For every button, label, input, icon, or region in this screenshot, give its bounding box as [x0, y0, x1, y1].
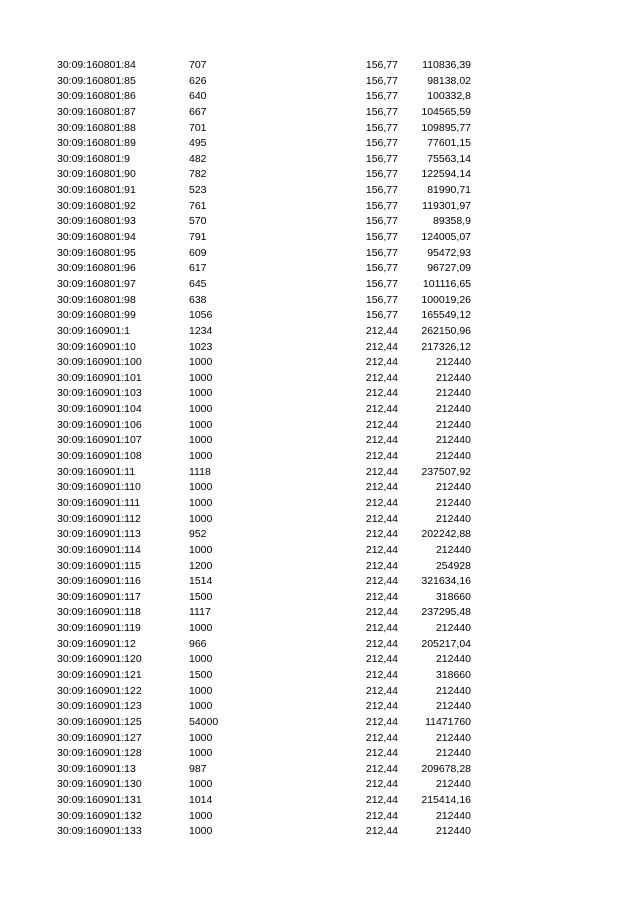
price-cell: 156,77	[365, 262, 398, 275]
total-cell: 212440	[435, 418, 471, 431]
cadastral-number-cell: 30:09:160901:107	[57, 434, 142, 447]
table-row	[0, 559, 640, 575]
cadastral-number-cell: 30:09:160901:10	[57, 340, 136, 353]
total-cell: 122594,14	[421, 168, 471, 181]
price-cell: 212,44	[365, 418, 398, 431]
table-row	[0, 324, 640, 340]
total-cell: 212440	[435, 371, 471, 384]
table-row	[0, 167, 640, 183]
price-cell: 212,44	[365, 387, 398, 400]
total-cell: 109895,77	[421, 121, 471, 134]
table-row	[0, 183, 640, 199]
table-row	[0, 605, 640, 621]
quantity-cell: 1056	[189, 309, 213, 322]
price-cell: 212,44	[365, 637, 398, 650]
quantity-cell: 1000	[189, 731, 213, 744]
quantity-cell: 1000	[189, 622, 213, 635]
total-cell: 212440	[435, 403, 471, 416]
table-row	[0, 121, 640, 137]
total-cell: 262150,96	[421, 324, 471, 337]
cadastral-number-cell: 30:09:160801:92	[57, 199, 136, 212]
cadastral-number-cell: 30:09:160801:88	[57, 121, 136, 134]
quantity-cell: 609	[189, 246, 207, 259]
price-cell: 212,44	[365, 590, 398, 603]
price-cell: 212,44	[365, 559, 398, 572]
price-cell: 156,77	[365, 168, 398, 181]
cadastral-number-cell: 30:09:160901:13	[57, 762, 136, 775]
table-row	[0, 261, 640, 277]
price-cell: 212,44	[365, 324, 398, 337]
cadastral-number-cell: 30:09:160901:122	[57, 684, 142, 697]
total-cell: 318660	[435, 590, 471, 603]
table-row	[0, 74, 640, 90]
price-cell: 212,44	[365, 606, 398, 619]
table-row	[0, 136, 640, 152]
cadastral-number-cell: 30:09:160801:91	[57, 184, 136, 197]
cadastral-number-cell: 30:09:160901:101	[57, 371, 142, 384]
price-cell: 156,77	[365, 293, 398, 306]
total-cell: 81990,71	[427, 184, 471, 197]
quantity-cell: 791	[189, 231, 207, 244]
table-row	[0, 386, 640, 402]
quantity-cell: 617	[189, 262, 207, 275]
quantity-cell: 1014	[189, 794, 213, 807]
table-row	[0, 402, 640, 418]
table-row	[0, 58, 640, 74]
total-cell: 212440	[435, 512, 471, 525]
cadastral-number-cell: 30:09:160901:116	[57, 575, 141, 588]
price-cell: 212,44	[365, 668, 398, 681]
total-cell: 89358,9	[433, 215, 471, 228]
quantity-cell: 645	[189, 277, 207, 290]
price-cell: 156,77	[365, 59, 398, 71]
cadastral-number-cell: 30:09:160801:89	[57, 137, 136, 150]
cadastral-number-cell: 30:09:160901:114	[57, 543, 141, 556]
table-row	[0, 621, 640, 637]
quantity-cell: 1514	[189, 575, 213, 588]
quantity-cell: 1000	[189, 809, 213, 822]
cadastral-number-cell: 30:09:160901:118	[57, 606, 141, 619]
quantity-cell: 1500	[189, 590, 213, 603]
price-cell: 212,44	[365, 653, 398, 666]
cadastral-number-cell: 30:09:160801:86	[57, 90, 136, 103]
cadastral-number-cell: 30:09:160901:104	[57, 403, 142, 416]
cadastral-number-cell: 30:09:160901:100	[57, 356, 142, 369]
cadastral-number-cell: 30:09:160801:9	[57, 152, 130, 165]
cadastral-number-cell: 30:09:160901:130	[57, 778, 142, 791]
cadastral-number-cell: 30:09:160901:120	[57, 653, 142, 666]
total-cell: 98138,02	[427, 74, 471, 87]
cadastral-number-cell: 30:09:160901:131	[57, 794, 142, 807]
quantity-cell: 667	[189, 105, 207, 118]
quantity-cell: 1118	[189, 465, 211, 478]
cadastral-number-cell: 30:09:160901:1	[57, 324, 130, 337]
total-cell: 212440	[435, 481, 471, 494]
price-cell: 212,44	[365, 825, 398, 838]
cadastral-number-cell: 30:09:160901:106	[57, 418, 142, 431]
price-cell: 212,44	[365, 496, 398, 509]
total-cell: 215414,16	[421, 794, 471, 807]
price-cell: 156,77	[365, 90, 398, 103]
total-cell: 212440	[435, 450, 471, 463]
table-row	[0, 824, 640, 840]
quantity-cell: 1234	[189, 324, 213, 337]
table-row	[0, 89, 640, 105]
quantity-cell: 1000	[189, 450, 213, 463]
quantity-cell: 952	[189, 528, 207, 541]
price-cell: 212,44	[365, 340, 398, 353]
price-cell: 212,44	[365, 684, 398, 697]
quantity-cell: 1023	[189, 340, 213, 353]
table-row	[0, 652, 640, 668]
cadastral-number-cell: 30:09:160901:103	[57, 387, 142, 400]
quantity-cell: 1000	[189, 371, 213, 384]
table-row	[0, 246, 640, 262]
cadastral-number-cell: 30:09:160801:97	[57, 277, 136, 290]
quantity-cell: 1500	[189, 668, 213, 681]
price-cell: 212,44	[365, 794, 398, 807]
quantity-cell: 1000	[189, 700, 213, 713]
table-row	[0, 793, 640, 809]
table-row	[0, 152, 640, 168]
price-cell: 212,44	[365, 528, 398, 541]
total-cell: 205217,04	[421, 637, 471, 650]
quantity-cell: 482	[189, 152, 207, 165]
price-cell: 212,44	[365, 747, 398, 760]
total-cell: 321634,16	[421, 575, 471, 588]
total-cell: 212440	[435, 747, 471, 760]
table-row	[0, 777, 640, 793]
total-cell: 95472,93	[427, 246, 471, 259]
quantity-cell: 701	[189, 121, 207, 134]
table-row	[0, 746, 640, 762]
cadastral-number-cell: 30:09:160901:111	[57, 496, 141, 509]
price-cell: 212,44	[365, 731, 398, 744]
cadastral-number-cell: 30:09:160901:112	[57, 512, 141, 525]
quantity-cell: 1000	[189, 747, 213, 760]
quantity-cell: 1000	[189, 434, 213, 447]
total-cell: 212440	[435, 825, 471, 838]
quantity-cell: 1000	[189, 825, 213, 838]
cadastral-number-cell: 30:09:160801:93	[57, 215, 136, 228]
cadastral-number-cell: 30:09:160801:96	[57, 262, 136, 275]
total-cell: 165549,12	[421, 309, 471, 322]
cadastral-number-cell: 30:09:160801:84	[57, 59, 136, 71]
total-cell: 254928	[435, 559, 471, 572]
table-row	[0, 574, 640, 590]
quantity-cell: 638	[189, 293, 207, 306]
price-cell: 156,77	[365, 121, 398, 134]
quantity-cell: 987	[189, 762, 207, 775]
table-row	[0, 308, 640, 324]
total-cell: 212440	[435, 543, 471, 556]
price-cell: 212,44	[365, 809, 398, 822]
price-cell: 212,44	[365, 371, 398, 384]
cadastral-number-cell: 30:09:160901:113	[57, 528, 141, 541]
price-cell: 212,44	[365, 700, 398, 713]
price-cell: 156,77	[365, 105, 398, 118]
cadastral-number-cell: 30:09:160901:133	[57, 825, 142, 838]
table-row	[0, 684, 640, 700]
quantity-cell: 707	[189, 59, 207, 71]
total-cell: 110836,39	[422, 59, 471, 71]
cadastral-number-cell: 30:09:160901:121	[57, 668, 142, 681]
table-row	[0, 762, 640, 778]
table-row	[0, 433, 640, 449]
quantity-cell: 1000	[189, 481, 213, 494]
table-row	[0, 293, 640, 309]
table-row	[0, 731, 640, 747]
table-row	[0, 668, 640, 684]
table-row	[0, 214, 640, 230]
total-cell: 212440	[435, 684, 471, 697]
total-cell: 11471760	[425, 715, 471, 728]
quantity-cell: 966	[189, 637, 207, 650]
total-cell: 212440	[435, 622, 471, 635]
price-cell: 212,44	[365, 481, 398, 494]
quantity-cell: 523	[189, 184, 207, 197]
total-cell: 104565,59	[421, 105, 471, 118]
total-cell: 100019,26	[421, 293, 471, 306]
price-cell: 212,44	[365, 762, 398, 775]
cadastral-number-cell: 30:09:160901:123	[57, 700, 142, 713]
cadastral-number-cell: 30:09:160901:115	[57, 559, 141, 572]
cadastral-number-cell: 30:09:160901:12	[57, 637, 136, 650]
table-row	[0, 340, 640, 356]
cadastral-number-cell: 30:09:160801:95	[57, 246, 136, 259]
cadastral-number-cell: 30:09:160901:117	[57, 590, 141, 603]
cadastral-number-cell: 30:09:160801:87	[57, 105, 136, 118]
table-row	[0, 355, 640, 371]
quantity-cell: 626	[189, 74, 207, 87]
table-row	[0, 105, 640, 121]
total-cell: 119301,97	[422, 199, 471, 212]
quantity-cell: 1000	[189, 496, 213, 509]
price-cell: 156,77	[365, 74, 398, 87]
cadastral-number-cell: 30:09:160801:99	[57, 309, 136, 322]
price-cell: 212,44	[365, 715, 398, 728]
table-row	[0, 637, 640, 653]
quantity-cell: 1117	[189, 606, 211, 619]
price-cell: 156,77	[365, 184, 398, 197]
price-cell: 212,44	[365, 543, 398, 556]
price-cell: 212,44	[365, 450, 398, 463]
quantity-cell: 1000	[189, 684, 213, 697]
price-cell: 212,44	[365, 575, 398, 588]
table-row	[0, 543, 640, 559]
quantity-cell: 1000	[189, 387, 213, 400]
table-row	[0, 418, 640, 434]
total-cell: 75563,14	[427, 152, 471, 165]
table-row	[0, 809, 640, 825]
quantity-cell: 761	[189, 199, 207, 212]
table-row	[0, 449, 640, 465]
price-cell: 156,77	[365, 137, 398, 150]
price-cell: 212,44	[365, 512, 398, 525]
total-cell: 237295,48	[421, 606, 471, 619]
total-cell: 318660	[435, 668, 471, 681]
total-cell: 101116,65	[422, 277, 471, 290]
table-row	[0, 512, 640, 528]
table-row	[0, 496, 640, 512]
quantity-cell: 1000	[189, 403, 213, 416]
price-cell: 156,77	[365, 246, 398, 259]
cadastral-number-cell: 30:09:160801:98	[57, 293, 136, 306]
table-row	[0, 527, 640, 543]
total-cell: 212440	[435, 731, 471, 744]
table-row	[0, 230, 640, 246]
quantity-cell: 1000	[189, 512, 213, 525]
price-cell: 156,77	[365, 277, 398, 290]
cadastral-number-cell: 30:09:160901:108	[57, 450, 142, 463]
total-cell: 124005,07	[421, 231, 471, 244]
price-cell: 212,44	[365, 434, 398, 447]
total-cell: 217326,12	[421, 340, 471, 353]
cadastral-number-cell: 30:09:160801:90	[57, 168, 136, 181]
total-cell: 212440	[435, 653, 471, 666]
quantity-cell: 1000	[189, 418, 213, 431]
table-row	[0, 277, 640, 293]
table-row	[0, 699, 640, 715]
table-row	[0, 465, 640, 481]
cadastral-number-cell: 30:09:160901:110	[57, 481, 141, 494]
quantity-cell: 1000	[189, 543, 213, 556]
cadastral-number-cell: 30:09:160901:11	[57, 465, 136, 478]
total-cell: 212440	[435, 387, 471, 400]
price-cell: 212,44	[365, 403, 398, 416]
total-cell: 96727,09	[427, 262, 471, 275]
price-cell: 156,77	[365, 199, 398, 212]
quantity-cell: 1200	[189, 559, 213, 572]
quantity-cell: 782	[189, 168, 207, 181]
price-cell: 212,44	[365, 465, 398, 478]
table-row	[0, 590, 640, 606]
cadastral-number-cell: 30:09:160901:132	[57, 809, 142, 822]
total-cell: 212440	[435, 778, 471, 791]
cadastral-number-cell: 30:09:160901:127	[57, 731, 142, 744]
price-cell: 156,77	[365, 215, 398, 228]
table-row	[0, 371, 640, 387]
price-cell: 212,44	[365, 778, 398, 791]
total-cell: 212440	[435, 356, 471, 369]
quantity-cell: 495	[189, 137, 207, 150]
total-cell: 237507,92	[421, 465, 471, 478]
total-cell: 212440	[435, 496, 471, 509]
cadastral-number-cell: 30:09:160901:119	[57, 622, 141, 635]
cadastral-number-cell: 30:09:160801:85	[57, 74, 136, 87]
table-row	[0, 480, 640, 496]
price-cell: 212,44	[365, 356, 398, 369]
quantity-cell: 640	[189, 90, 207, 103]
total-cell: 77601,15	[427, 137, 471, 150]
quantity-cell: 570	[189, 215, 207, 228]
quantity-cell: 1000	[189, 356, 213, 369]
price-cell: 156,77	[365, 309, 398, 322]
table-row	[0, 199, 640, 215]
total-cell: 212440	[435, 434, 471, 447]
total-cell: 209678,28	[421, 762, 471, 775]
total-cell: 100332,8	[427, 90, 471, 103]
cadastral-number-cell: 30:09:160901:125	[57, 715, 142, 728]
cadastral-number-cell: 30:09:160801:94	[57, 231, 136, 244]
data-table	[0, 58, 640, 840]
price-cell: 212,44	[365, 622, 398, 635]
total-cell: 212440	[435, 700, 471, 713]
price-cell: 156,77	[365, 231, 398, 244]
quantity-cell: 1000	[189, 653, 213, 666]
total-cell: 212440	[435, 809, 471, 822]
table-row	[0, 715, 640, 731]
quantity-cell: 1000	[189, 778, 213, 791]
total-cell: 202242,88	[421, 528, 471, 541]
quantity-cell: 54000	[189, 715, 219, 728]
cadastral-number-cell: 30:09:160901:128	[57, 747, 142, 760]
price-cell: 156,77	[365, 152, 398, 165]
